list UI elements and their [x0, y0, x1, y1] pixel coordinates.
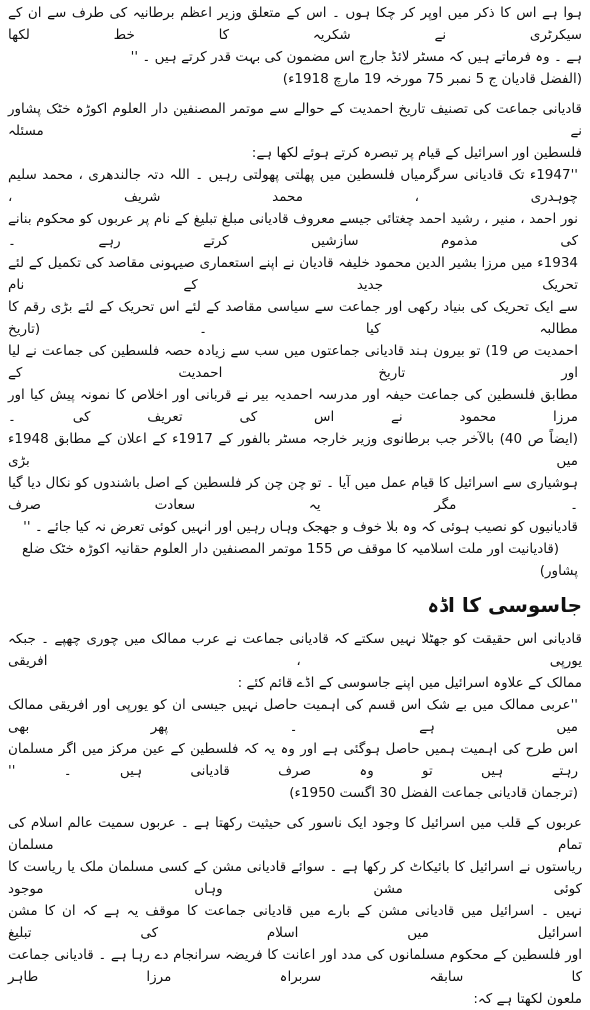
- text-line: ''عربی ممالک میں بے شک اس قسم کی اہمیت حاصل نہیں جیسی ان کو یورپی اور افریقی ممالک میں ہے ۔ پھر بھی: [8, 697, 578, 735]
- text-line: (ایضاً ص 40) بالآخر جب برطانوی وزیر خارجہ مسٹر بالفور کے 1917ء کے اعلان کے مطابق 1948ء میں بڑی: [8, 431, 578, 469]
- text-line: قادیانی جماعت کی تصنیف تاریخ احمدیت کے حوالے سے موتمر المصنفین دار العلوم اکوڑہ خٹک پشاور نے مسئلہ: [8, 101, 582, 139]
- text-line: 1934ء میں مرزا بشیر الدین محمود خلیفہ قادیان نے اپنے استعماری صیہونی مقاصد کی تکمیل کے لئے تحریک جدید کے نام: [8, 255, 578, 293]
- text-line: ملعون لکھتا ہے کہ:: [473, 991, 582, 1007]
- text-line: ہوشیاری سے اسرائیل کا قیام عمل میں آیا ۔ تو چن چن کر فلسطین کے اصل باشندوں کو نکال دیا گیا ۔ مگر یہ سعادت صرف: [8, 475, 578, 513]
- quotation-paragraph: [8, 694, 582, 804]
- quotation-paragraph: [8, 164, 582, 582]
- text-line: نہیں ۔ اسرائیل میں قادیانی مشن کے بارے میں قادیانی جماعت کا موقف یہ ہے کہ ان کا مشن اسرائیل میں اسلام کی تبلیغ: [8, 903, 582, 941]
- context-paragraph: [8, 98, 582, 164]
- text-line: ہے ۔ وہ فرماتے ہیں کہ مسٹر لائڈ جارج اس مضمون کی بہت قدر کرتے ہیں ۔ '': [130, 49, 582, 65]
- text-line: مطابق فلسطین کی جماعت حیفہ اور مدرسہ احمدیہ بیر نے قربانی اور اخلاص کا نمونہ پیش کیا اور مرزا محمود نے اس کی تعریف کی ۔: [8, 387, 578, 425]
- text-line: اس طرح کی اہمیت ہمیں حاصل ہوگئی ہے اور وہ یہ کہ فلسطین کے عین مرکز میں اگر مسلمان رہتے ہیں تو وہ صرف قادیانی ہیں ۔ '': [8, 741, 578, 779]
- intro-paragraph: [8, 2, 582, 90]
- text-line: ریاستوں نے اسرائیل کا بائیکاٹ کر رکھا ہے ۔ سوائے قادیانی مشن کے کسی مسلمان ملک یا ریاست کا کوئی مشن وہاں موجود: [8, 859, 582, 897]
- text-line: ممالک کے علاوہ اسرائیل میں اپنے جاسوسی کے اڈے قائم کئے :: [237, 675, 582, 691]
- text-line: اور فلسطین کے محکوم مسلمانوں کی مدد اور اعانت کا فریضہ سرانجام دے رہا ہے ۔ قادیانی جماعت کا سابقہ سربراہ مرزا طاہر: [8, 947, 582, 985]
- text-line: قادیانیوں کو نصیب ہوئی کہ وہ بلا خوف و جھجک وہاں رہیں اور انہیں کوئی تعرض نہ کیا جائے ۔ '': [23, 519, 578, 535]
- text-line: نور احمد ، منیر ، رشید احمد چغتائی جیسے معروف قادیانی مبلغ تبلیغ کے نام پر عربوں کو محکوم بنانے کی مذموم سازشیں کرتے رہے ۔: [8, 211, 578, 249]
- citation: (الفضل قادیان ج 5 نمبر 75 مورخہ 19 مارچ 1918ء): [282, 71, 582, 87]
- text-line: ہوا ہے اس کا ذکر میں اوپر کر چکا ہوں ۔ اس کے متعلق وزیر اعظم برطانیہ کی طرف سے ان کے سیکرٹری نے شکریہ کا خط لکھا: [8, 5, 582, 43]
- section-heading: جاسوسی کا اڈہ: [427, 593, 582, 617]
- section-paragraph: [8, 628, 582, 694]
- citation: (قادیانیت اور ملت اسلامیہ کا موقف ص 155 موتمر المصنفین دار العلوم حقانیہ اکوڑہ خٹک ضلع پشاور): [22, 541, 578, 579]
- text-line: فلسطین اور اسرائیل کے قیام پر تبصرہ کرتے ہوئے لکھا ہے:: [251, 145, 582, 161]
- text-line: عربوں کے قلب میں اسرائیل کا وجود ایک ناسور کی حیثیت رکھتا ہے ۔ عربوں سمیت عالم اسلام کی تمام مسلمان: [8, 815, 582, 853]
- text-line: احمدیت ص 19) تو بیرون ہند قادیانی جماعتوں میں سب سے زیادہ حصہ فلسطین کی جماعت نے لیا اور تاریخ احمدیت کے: [8, 343, 578, 381]
- text-line: ''1947ء تک قادیانی سرگرمیاں فلسطین میں پھلتی پھولتی رہیں ۔ اللہ دتہ جالندھری ، محمد سلیم چوہدری ، محمد شریف ،: [8, 167, 578, 205]
- text-line: قادیانی اس حقیقت کو جھٹلا نہیں سکتے کہ قادیانی جماعت نے عرب ممالک میں چوری چھپے ۔ جبکہ یورپی ، افریقی: [8, 631, 582, 669]
- text-line: سے ایک تحریک کی بنیاد رکھی اور جماعت سے سیاسی مقاصد کے لئے اس تحریک کے لئے بڑی رقم کا مطالبہ کیا ۔ (تاریخ: [8, 299, 578, 337]
- citation: (ترجمان قادیانی جماعت الفضل 30 اگست 1950ء): [289, 785, 578, 801]
- closing-paragraph: [8, 812, 582, 1010]
